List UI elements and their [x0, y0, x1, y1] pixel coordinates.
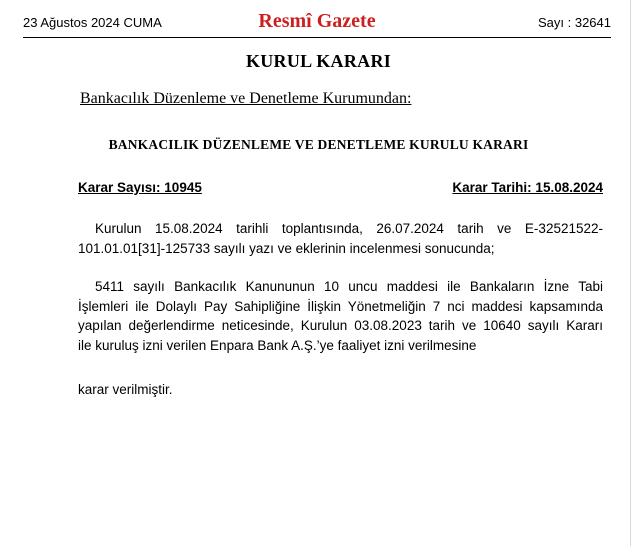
institution-name: Bankacılık Düzenleme ve Denetleme Kurumundan: [80, 90, 412, 107]
paragraph-line: İşlemleri ile Dolaylı Pay Sahipliğine İlişkin Yönetmeliğin 7 nci maddesi kapsamında [78, 298, 603, 314]
page-edge [630, 0, 631, 546]
paragraph-1 [78, 219, 603, 258]
paragraph-line: Kurulun 15.08.2024 tarihli toplantısında, 26.07.2024 tarih ve E-32521522- [95, 221, 603, 236]
paragraph-line: karar verilmiştir. [78, 382, 173, 397]
paragraph-3 [78, 380, 603, 400]
gazette-header [23, 10, 611, 36]
paragraph-line: 101.01.01[31]-125733 sayılı yazı ve eklerinin incelenmesi sonucunda; [78, 240, 495, 256]
section-title: KURUL KARARI [245, 51, 392, 71]
header-date: 23 Ağustos 2024 CUMA [23, 15, 162, 30]
decision-date: Karar Tarihi: 15.08.2024 [452, 180, 603, 195]
decision-meta [78, 180, 603, 198]
board-decision-title: BANKACILIK DÜZENLEME VE DENETLEME KURULU KARARI [108, 137, 529, 152]
paragraph-2 [78, 277, 603, 355]
decision-number: Karar Sayısı: 10945 [78, 180, 202, 195]
header-divider [23, 37, 611, 38]
gazette-title: Resmî Gazete [258, 10, 376, 32]
paragraph-line: ile kuruluş izni verilen Enpara Bank A.Ş.’ye faaliyet izni verilmesine [78, 337, 477, 353]
issue-number: Sayı : 32641 [538, 15, 611, 30]
paragraph-line: yapılan değerlendirme neticesinde, Kurulun 03.08.2023 tarih ve 10640 sayılı Kararı [78, 318, 603, 333]
paragraph-line: 5411 sayılı Bankacılık Kanununun 10 uncu maddesi ile Bankaların İzne Tabi [95, 279, 603, 294]
